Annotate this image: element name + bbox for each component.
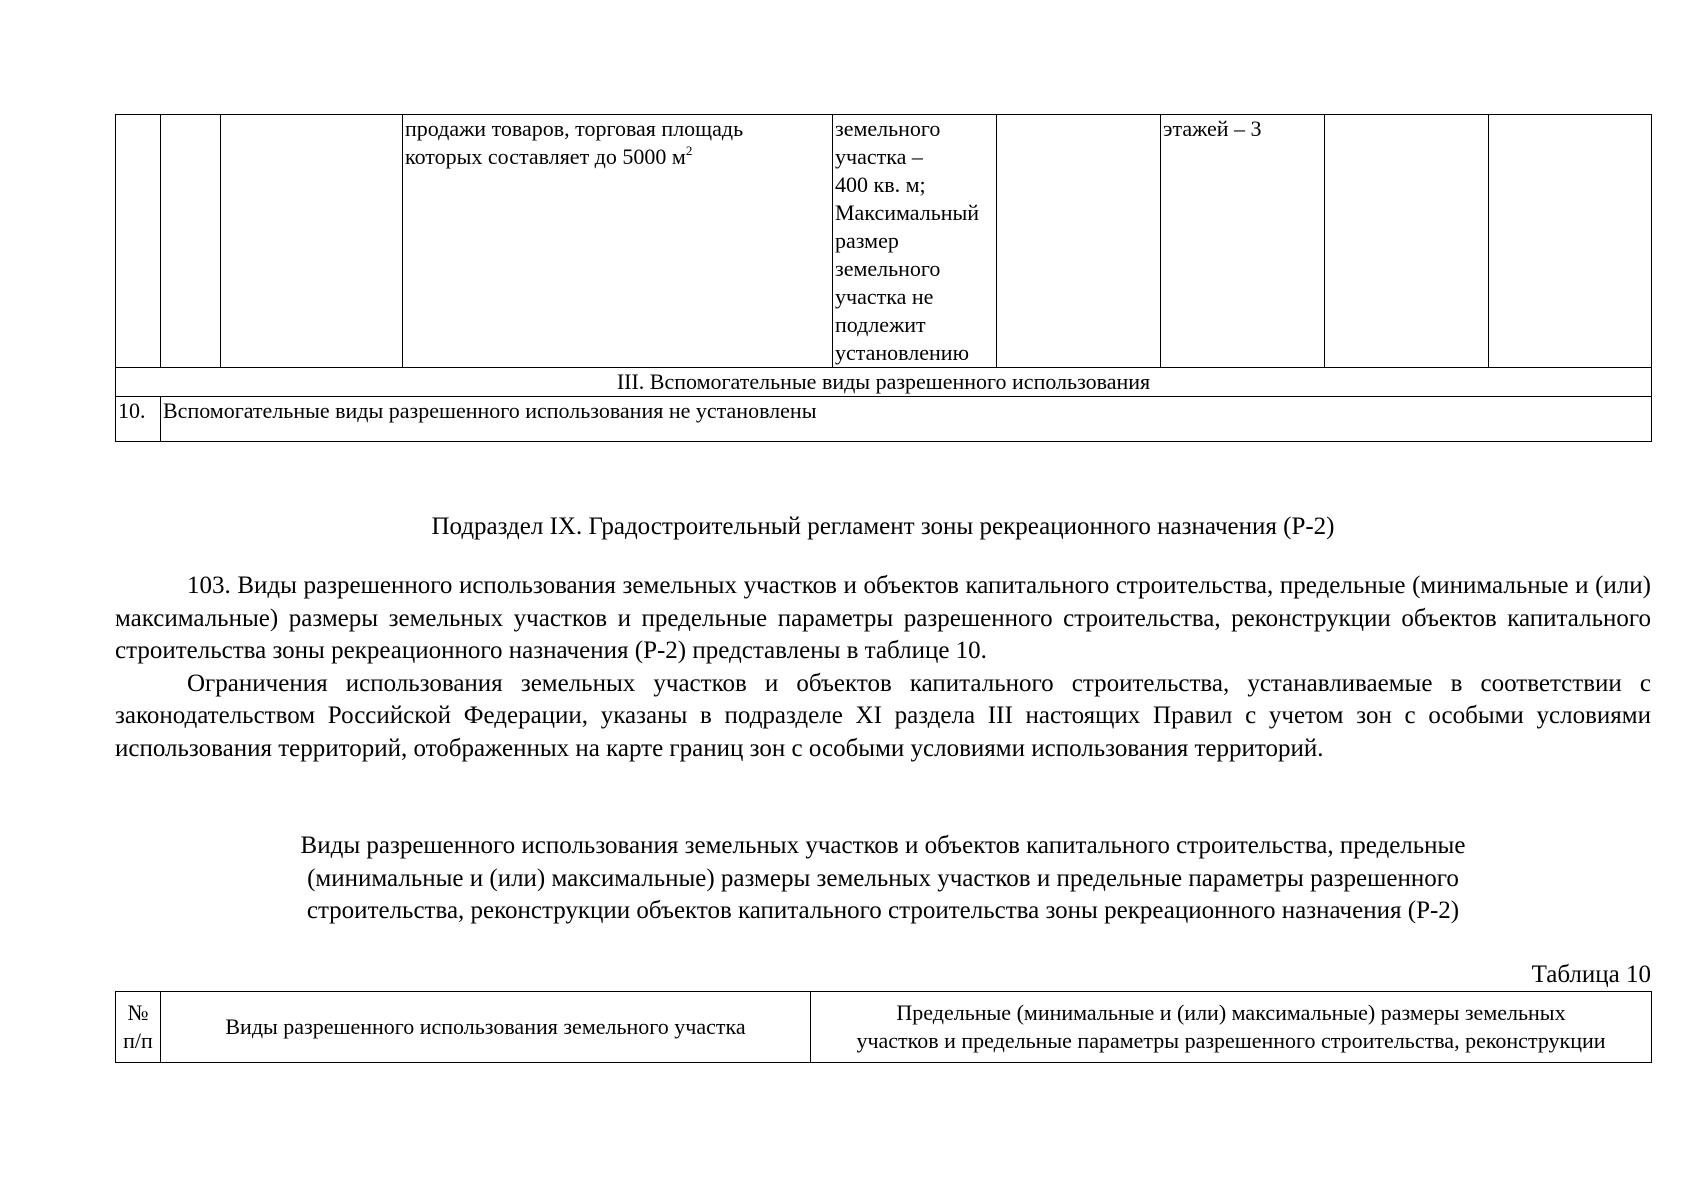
retail-line: которых составляет до 5000 $м^2$ <box>405 143 693 169</box>
section-row <box>116 368 1652 397</box>
table-row <box>116 397 1652 442</box>
table-cell <box>997 115 1161 368</box>
section-title: III. Вспомогательные виды разрешенного использования <box>116 368 1652 397</box>
table-number: Таблица 10 <box>1531 961 1651 988</box>
table-caption <box>115 830 1651 928</box>
plot-size-line: размер <box>835 228 899 253</box>
caption-line: строительства, реконструкции объектов капитального строительства зоны рекреационного назначения (Р-2) <box>306 897 1460 924</box>
header-number <box>116 992 161 1063</box>
plot-size-line: Максимальный <box>835 200 980 225</box>
header-limits <box>811 992 1652 1063</box>
plot-size-line: установлению <box>835 340 970 365</box>
caption-line: (минимальные и (или) максимальные) размеры земельных участков и предельные параметры разрешенного <box>307 864 1459 892</box>
header-limits-line: Предельные (минимальные и (или) максимальные) размеры земельных <box>896 1000 1566 1025</box>
floors-cell: этажей – 3 <box>1161 115 1325 368</box>
table-cell <box>1325 115 1489 368</box>
table-10-header <box>115 991 1652 1063</box>
table-cell <box>1489 115 1652 368</box>
table-cell <box>116 115 161 368</box>
header-number-line: № <box>127 1000 149 1025</box>
header-limits-line: участков и предельные параметры разрешенного строительства, реконструкции <box>856 1028 1606 1053</box>
superscript: 2 <box>685 143 693 158</box>
paragraph-restrictions: Ограничения использования земельных участков и объектов капитального строительства, устанавливаемые в соответствии с законодательством Российской Федерации, указаны в подразделе XI раздела III настоящих Правил с учетом зон с особыми условиями использования территорий, отображенных на карте границ зон с особыми условиями использования территорий. <box>115 669 1651 762</box>
retail-cell <box>403 115 833 368</box>
header-types: Виды разрешенного использования земельного участка <box>161 992 811 1063</box>
plot-size-line: земельного <box>835 116 941 141</box>
plot-size-line: земельного <box>835 256 941 281</box>
caption-line: Виды разрешенного использования земельных участков и объектов капитального строительства, предельные <box>300 832 1466 859</box>
subsection-heading: Подраздел IX. Градостроительный регламент зоны рекреационного назначения (Р-2) <box>431 513 1335 540</box>
paragraph-103: 103. Виды разрешенного использования земельных участков и объектов капитального строительства, предельные (минимальные и (или) максимальные) размеры земельных участков и предельные параметры разрешенного строительства, реконструкции объектов капитального строительства зоны рекреационного назначения (Р-2) представлены в таблице 10. <box>115 572 1651 664</box>
retail-line: продажи товаров, торговая площадь <box>405 116 744 141</box>
header-row <box>116 992 1652 1063</box>
body-text <box>115 570 1651 765</box>
plot-size-line: участка не <box>835 284 934 309</box>
plot-size-line: 400 кв. м; <box>835 172 926 197</box>
table-row <box>116 115 1652 368</box>
plot-size-line: подлежит <box>835 312 926 337</box>
row-number: 10. <box>116 397 161 442</box>
table-cell <box>221 115 403 368</box>
table-cell <box>161 115 221 368</box>
header-number-line: п/п <box>123 1028 153 1053</box>
row-text: Вспомогательные виды разрешенного использования не установлены <box>161 397 1652 442</box>
plot-size-line: участка – <box>835 144 923 169</box>
plot-size-cell <box>833 115 997 368</box>
continuation-table <box>115 114 1652 442</box>
